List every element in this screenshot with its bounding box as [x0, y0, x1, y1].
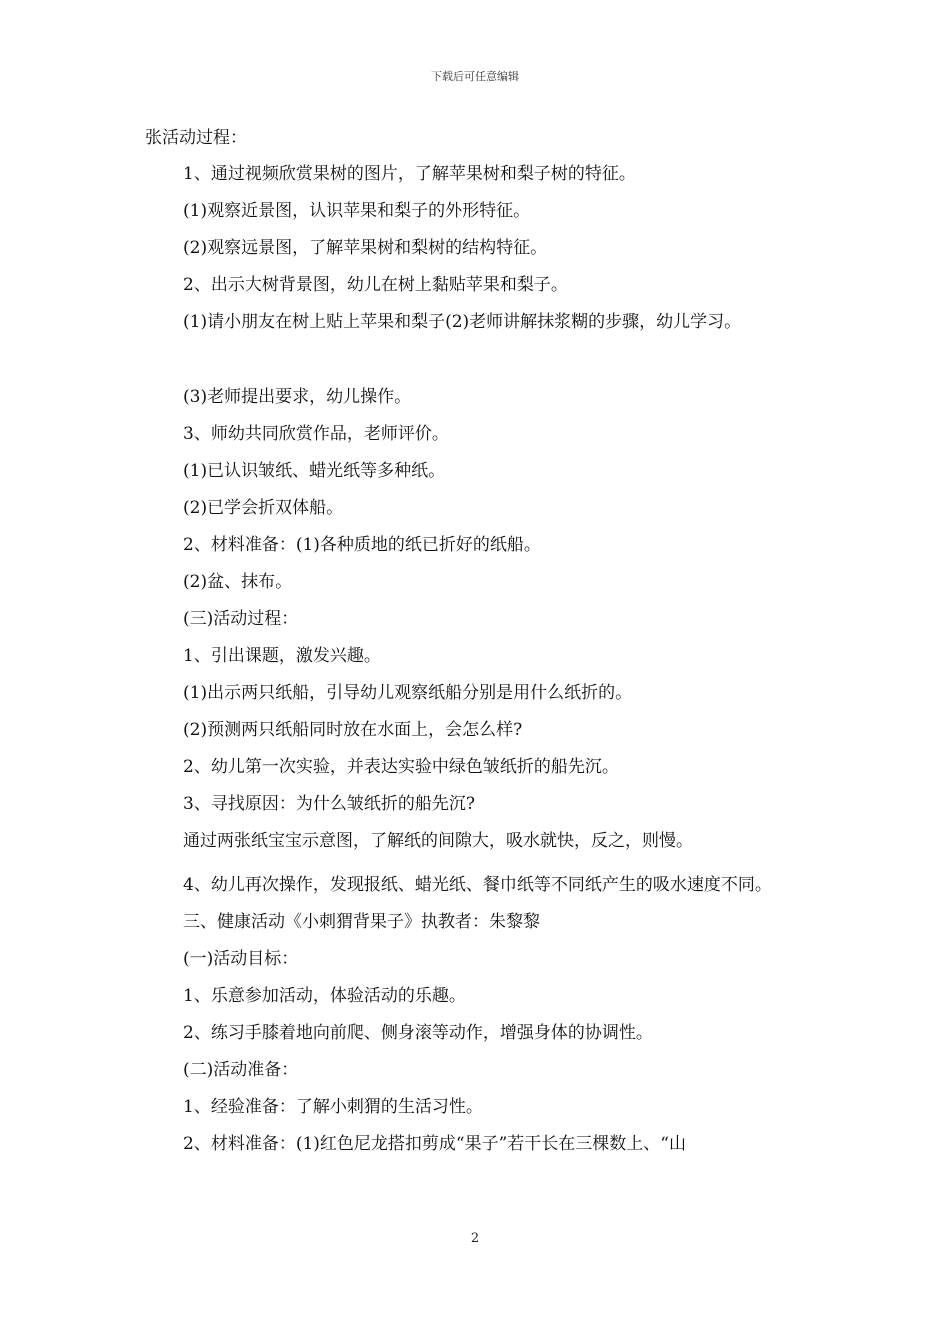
paragraph: 1、引出课题，激发兴趣。 — [183, 646, 381, 666]
paragraph: (二)活动准备： — [183, 1060, 299, 1080]
paragraph: 2、幼儿第一次实验，并表达实验中绿色皱纸折的船先沉。 — [183, 757, 619, 777]
paragraph: 4、幼儿再次操作，发现报纸、蜡光纸、餐巾纸等不同纸产生的吸水速度不同。 — [183, 875, 772, 895]
paragraph: 通过两张纸宝宝示意图，了解纸的间隙大，吸水就快，反之，则慢。 — [183, 831, 693, 851]
paragraph: 张活动过程： — [145, 128, 247, 148]
paragraph: (1)出示两只纸船，引导幼儿观察纸船分别是用什么纸折的。 — [183, 683, 633, 703]
document-body — [145, 120, 825, 1154]
paragraph: 2、材料准备：(1)各种质地的纸已折好的纸船。 — [183, 535, 541, 555]
paragraph: 2、出示大树背景图，幼儿在树上黏贴苹果和梨子。 — [183, 275, 568, 295]
page-header: 下载后可任意编辑 — [431, 70, 519, 83]
paragraph: (2)盆、抹布。 — [183, 572, 293, 592]
paragraph: (2)已学会折双体船。 — [183, 498, 344, 518]
paragraph: (1)观察近景图，认识苹果和梨子的外形特征。 — [183, 201, 531, 221]
paragraph: (2)预测两只纸船同时放在水面上，会怎么样? — [183, 720, 523, 740]
paragraph: 1、经验准备：了解小刺猬的生活习性。 — [183, 1097, 483, 1117]
paragraph: 3、师幼共同欣赏作品，老师评价。 — [183, 424, 449, 444]
paragraph: (3)老师提出要求，幼儿操作。 — [183, 387, 412, 407]
paragraph: (1)请小朋友在树上贴上苹果和梨子(2)老师讲解抹浆糊的步骤，幼儿学习。 — [183, 312, 742, 332]
paragraph: 3、寻找原因：为什么皱纸折的船先沉? — [183, 794, 475, 814]
paragraph: 1、乐意参加活动，体验活动的乐趣。 — [183, 986, 466, 1006]
paragraph: 2、练习手膝着地向前爬、侧身滚等动作，增强身体的协调性。 — [183, 1023, 653, 1043]
paragraph: (2)观察远景图，了解苹果树和梨树的结构特征。 — [183, 238, 548, 258]
paragraph: (一)活动目标： — [183, 949, 299, 969]
paragraph: (三)活动过程： — [183, 609, 299, 629]
paragraph: (1)已认识皱纸、蜡光纸等多种纸。 — [183, 461, 446, 481]
paragraph: 2、材料准备：(1)红色尼龙搭扣剪成“果子”若干长在三棵数上、“山 — [183, 1134, 686, 1154]
paragraph: 1、通过视频欣赏果树的图片，了解苹果树和梨子树的特征。 — [183, 164, 636, 184]
page-number: 2 — [470, 1231, 480, 1246]
paragraph: 三、健康活动《小刺猬背果子》执教者：朱黎黎 — [183, 912, 540, 932]
